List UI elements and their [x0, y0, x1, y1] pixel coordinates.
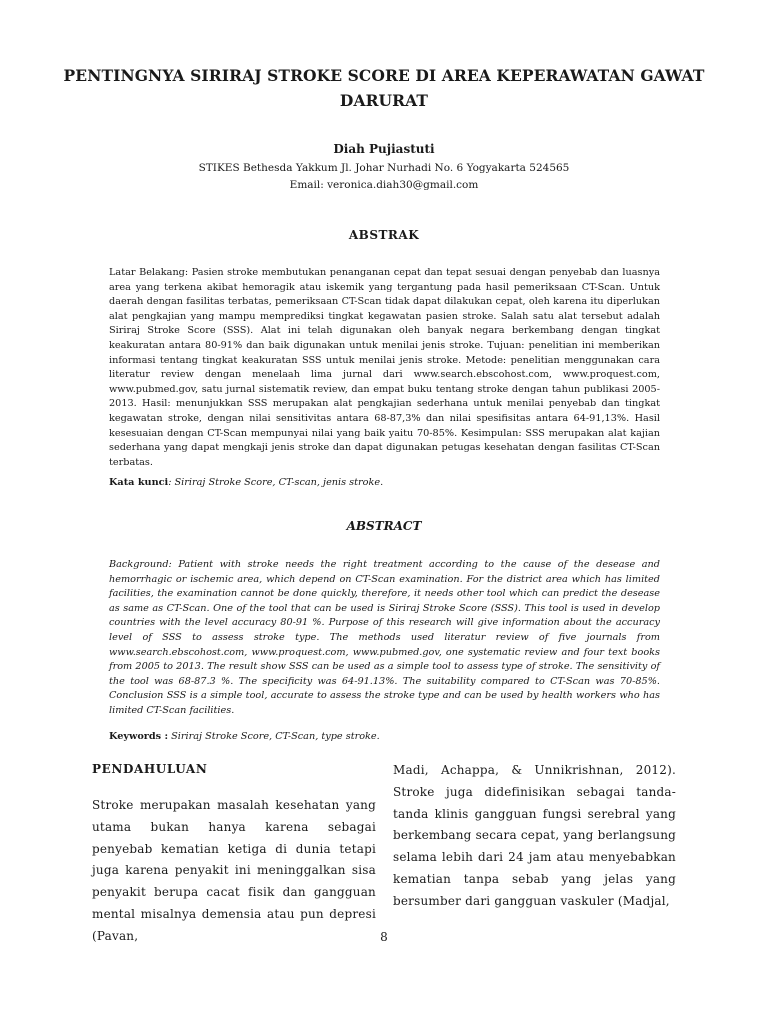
abstract-text: Background: Patient with stroke needs the right treatment according to the cause of the desease and hemorrhagic or ischemic area, which depend on CT-Scan examination. For the district area which has limited facilities, the examination cannot be done quickly, therefore, it needs other tool which can predict the desease as same as CT-Scan. One of the tool that can be used is Siriraj Stroke Score (SSS). This tool is used in develop countries with the level accuracy 80-91 %. Purpose of this research will give information about the accuracy level of SSS to assess stroke type. The methods used literatur review of five journals from www.search.ebscohost.com, www.proquest.com, www.pubmed.gov, one systematic review and four text books from 2005 to 2013. The result show SSS can be used as a simple tool to assess type of stroke. The sensitivity of the tool was 68-87.3 %. The specificity was 64-91.13%. The suitability compared to CT-Scan was 70-85%. Conclusion SSS is a simple tool, accurate to assess the stroke type and can be used by health workers who has limited CT-Scan facilities. [109, 559, 660, 716]
kata-kunci [109, 476, 660, 490]
author-name: Diah Pujiastuti [333, 142, 435, 156]
paper-title: PENTINGNYA SIRIRAJ STROKE SCORE DI AREA KEPERAWATAN GAWAT DARURAT [63, 66, 705, 110]
author-affiliation: STIKES Bethesda Yakkum Jl. Johar Nurhadi No. 6 Yogyakarta 524565 [198, 162, 570, 174]
body-left-column: Stroke merupakan masalah kesehatan yang utama bukan hanya karena sebagai penyebab kematian ketiga di dunia tetapi juga karena penyakit ini meninggalkan sisa penyakit berupa cacat fisik dan gangguan mental misalnya demensia atau pun depresi (Pavan, [92, 798, 376, 943]
kata-kunci-value: : Siriraj Stroke Score, CT-scan, jenis stroke. [168, 477, 384, 488]
kata-kunci-label: Kata kunci [109, 477, 169, 488]
keywords-value: Siriraj Stroke Score, CT-Scan, type stroke. [168, 731, 380, 742]
body-right-column: Madi, Achappa, & Unnikrishnan, 2012). Stroke juga didefinisikan sebagai tanda-tanda klinis gangguan fungsi serebral yang berkembang secara cepat, yang berlangsung selama lebih dari 24 jam atau menyebabkan kematian tanpa sebab yang jelas yang bersumber dari gangguan vaskuler (Madjal, [393, 763, 676, 908]
abstract-heading: ABSTRACT [346, 519, 422, 533]
keywords-label: Keywords : [109, 731, 169, 742]
page-number: 8 [380, 930, 388, 944]
keywords [109, 730, 660, 744]
abstrak-text: Latar Belakang: Pasien stroke membutukan penanganan cepat dan tepat sesuai dengan penyebab dan luasnya area yang terkena akibat hemoragik atau iskemik yang tergantung pada hasil pemeriksaan CT-Scan. Untuk daerah dengan fasilitas terbatas, pemeriksaan CT-Scan tidak dapat dilakukan cepat, oleh karena itu diperlukan alat pengkajian yang mampu memprediksi tingkat kegawatan pasien stroke. Salah satu alat tersebut adalah Siriraj Stroke Score (SSS). Alat ini telah digunakan oleh banyak negara berkembang dengan tingkat keakuratan antara 80-91% dan baik digunakan untuk menilai jenis stroke. Tujuan: penelitian ini memberikan informasi tentang tingkat keakuratan SSS untuk menilai jenis stroke. Metode: penelitian menggunakan cara literatur review dengan menelaah lima jurnal dari www.search.ebscohost.com, www.proquest.com, www.pubmed.gov, satu jurnal sistematik review, dan empat buku tentang stroke dengan tahun publikasi 2005-2013. Hasil: menunjukkan SSS merupakan alat pengkajian sederhana untuk menilai penyebab dan tingkat kegawatan stroke, dengan nilai sensitivitas antara 68-87,3% dan nilai spesifisitas antara 64-91,13%. Hasil kesesuaian dengan CT-Scan mempunyai nilai yang baik yaitu 70-85%. Kesimpulan: SSS merupakan alat kajian sederhana yang dapat mengkaji jenis stroke dan dapat digunakan petugas kesehatan dengan fasilitas CT-Scan terbatas. [109, 267, 660, 468]
section-heading-pendahuluan: PENDAHULUAN [92, 762, 208, 776]
abstrak-heading: ABSTRAK [348, 228, 420, 242]
author-email: Email: veronica.diah30@gmail.com [289, 179, 479, 191]
